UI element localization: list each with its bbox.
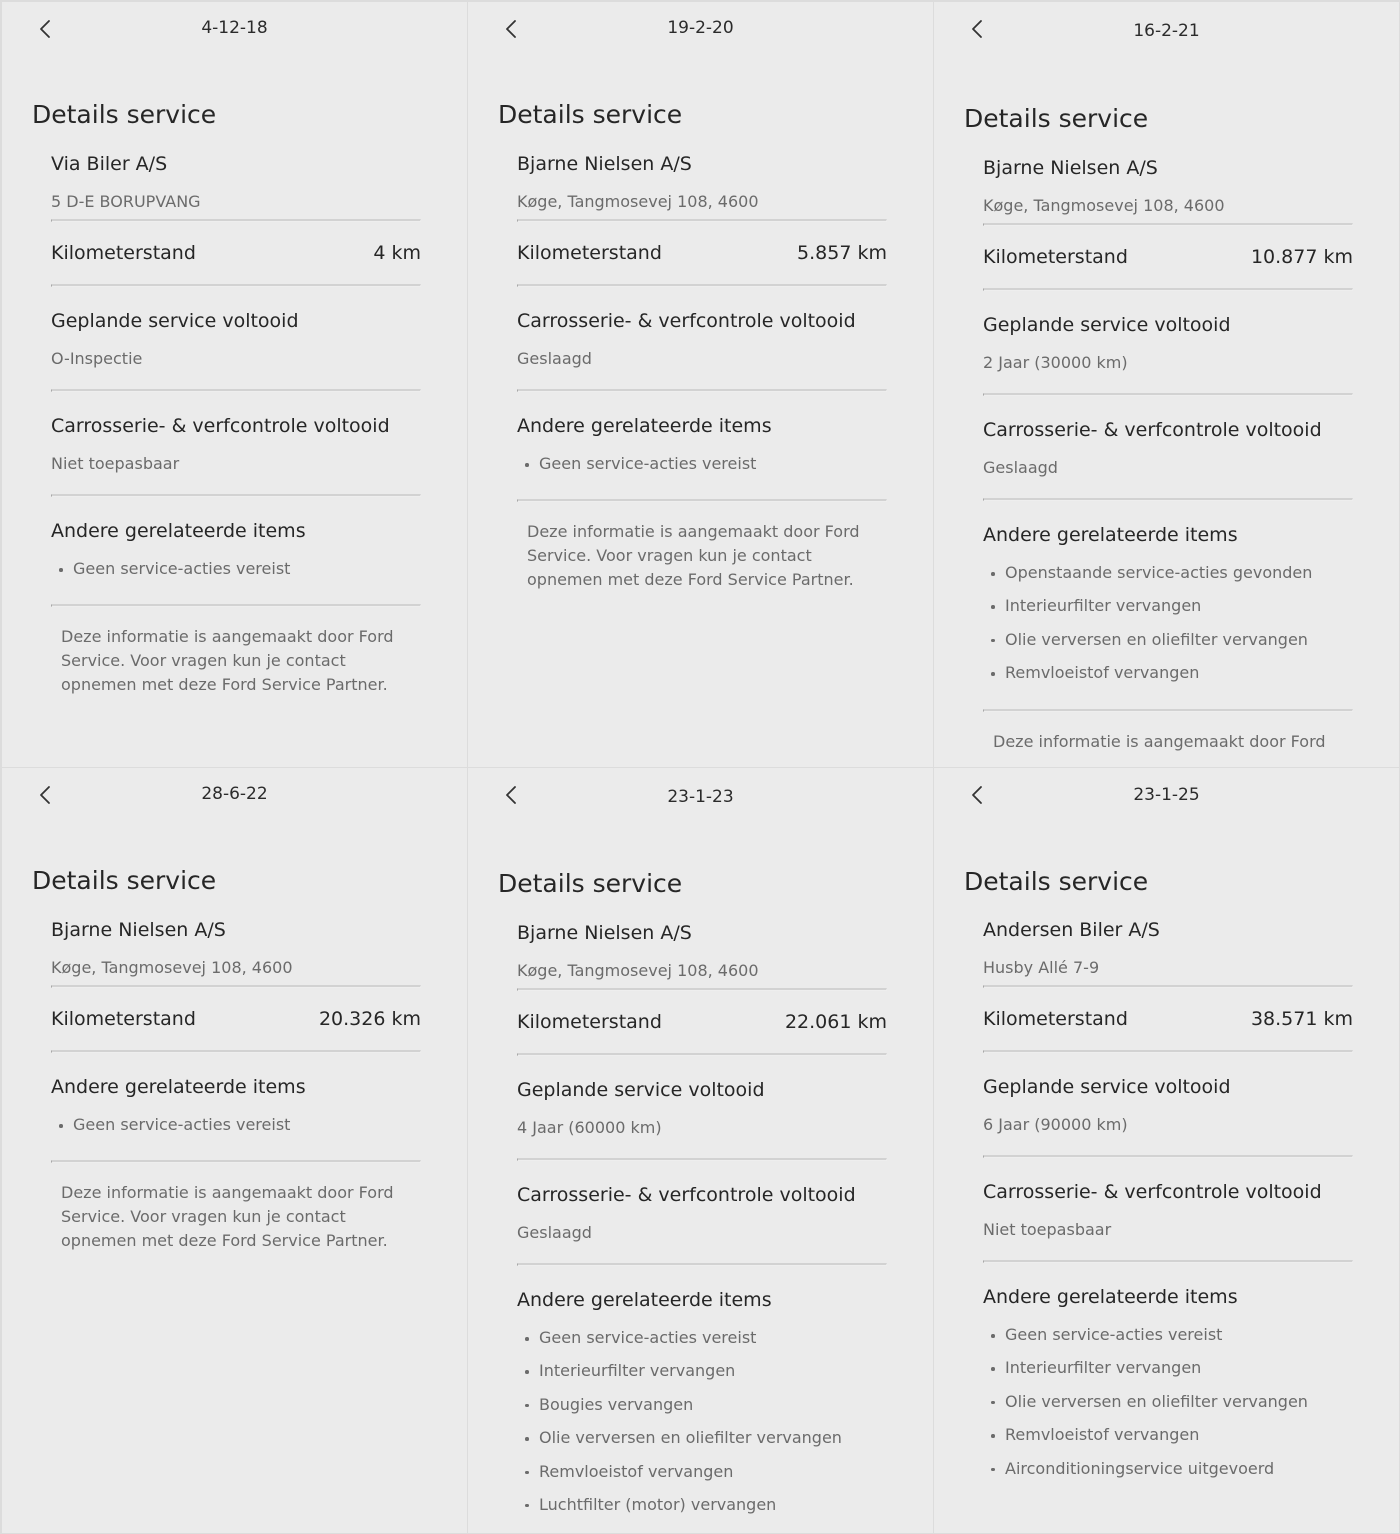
section-value: O-Inspectie	[51, 349, 143, 368]
list-item: Interieurfilter vervangen	[983, 1358, 1353, 1391]
related-items-list	[51, 1115, 421, 1160]
dealer-address: Køge, Tangmosevej 108, 4600	[983, 196, 1225, 215]
list-item: Geen service-acties vereist	[51, 1115, 421, 1148]
page-title: Details service	[498, 869, 683, 898]
mileage-value: 10.877 km	[1250, 246, 1353, 268]
list-item: Geen service-acties vereist	[517, 1328, 887, 1361]
details-content	[51, 918, 421, 1253]
section-heading: Geplande service voltooid	[983, 314, 1231, 336]
mileage-value: 4 km	[373, 242, 421, 264]
mileage-row	[51, 988, 421, 1050]
related-items-list	[983, 1325, 1353, 1504]
page-title: Details service	[498, 100, 683, 129]
mileage-label: Kilometerstand	[983, 246, 1128, 268]
related-items-heading: Andere gerelateerde items	[51, 1076, 306, 1098]
mileage-label: Kilometerstand	[51, 242, 196, 264]
mileage-value: 38.571 km	[1250, 1008, 1353, 1030]
top-bar	[934, 768, 1399, 828]
service-date: 28-6-22	[201, 784, 268, 804]
section-value: Geslaagd	[517, 349, 592, 368]
list-item: Geen service-acties vereist	[51, 559, 421, 592]
dealer-name: Bjarne Nielsen A/S	[517, 922, 692, 944]
info-footer: Deze informatie is aangemaakt door Ford	[993, 731, 1326, 751]
details-content	[983, 918, 1353, 1504]
mileage-label: Kilometerstand	[517, 242, 662, 264]
info-footer: Deze informatie is aangemaakt door Ford Service. Voor vragen kun je contact opnemen met deze Ford Service Partner.	[61, 1183, 394, 1251]
list-item: Geen service-acties vereist	[983, 1325, 1353, 1358]
related-items-heading: Andere gerelateerde items	[983, 524, 1238, 546]
list-item: Interieurfilter vervangen	[983, 596, 1353, 629]
section-heading: Carrosserie- & verfcontrole voltooid	[517, 1184, 856, 1206]
related-items-heading: Andere gerelateerde items	[517, 1289, 772, 1311]
page-title: Details service	[32, 866, 217, 895]
list-item: Remvloeistof vervangen	[517, 1462, 887, 1495]
list-item: Remvloeistof vervangen	[983, 663, 1353, 696]
list-item: Luchtfilter (motor) vervangen	[517, 1495, 887, 1528]
service-date: 23-1-23	[667, 787, 734, 807]
dealer-name: Bjarne Nielsen A/S	[517, 153, 692, 175]
top-bar	[2, 2, 467, 62]
section-heading: Geplande service voltooid	[51, 310, 299, 332]
related-items-list	[51, 559, 421, 604]
service-detail-screen	[2, 2, 467, 767]
section-value: Niet toepasbaar	[983, 1220, 1112, 1239]
mileage-row	[517, 991, 887, 1053]
list-item: Olie verversen en oliefilter vervangen	[983, 630, 1353, 663]
dealer-address: 5 D-E BORUPVANG	[51, 192, 201, 211]
related-items-list	[517, 454, 887, 499]
section-heading: Carrosserie- & verfcontrole voltooid	[517, 310, 856, 332]
info-footer: Deze informatie is aangemaakt door Ford Service. Voor vragen kun je contact opnemen met deze Ford Service Partner.	[61, 627, 394, 695]
page-title: Details service	[964, 867, 1149, 896]
mileage-value: 5.857 km	[797, 242, 887, 264]
list-item: Remvloeistof vervangen	[983, 1425, 1353, 1458]
list-item: Bougies vervangen	[517, 1395, 887, 1428]
info-footer: Deze informatie is aangemaakt door Ford Service. Voor vragen kun je contact opnemen met deze Ford Service Partner.	[527, 522, 860, 590]
dealer-name: Via Biler A/S	[51, 153, 168, 175]
dealer-name: Bjarne Nielsen A/S	[51, 919, 226, 941]
section-value: 2 Jaar (30000 km)	[983, 353, 1128, 372]
dealer-name: Bjarne Nielsen A/S	[983, 157, 1158, 179]
mileage-row	[51, 222, 421, 284]
top-bar	[2, 768, 467, 828]
list-item: Olie verversen en oliefilter vervangen	[983, 1392, 1353, 1425]
section-heading: Carrosserie- & verfcontrole voltooid	[983, 1181, 1322, 1203]
dealer-address: Køge, Tangmosevej 108, 4600	[51, 958, 293, 977]
service-detail-screen	[934, 768, 1399, 1533]
section-heading: Geplande service voltooid	[517, 1079, 765, 1101]
list-item: Openstaande service-acties gevonden	[983, 563, 1353, 596]
dealer-address: Køge, Tangmosevej 108, 4600	[517, 961, 759, 980]
section-heading: Geplande service voltooid	[983, 1076, 1231, 1098]
service-date: 4-12-18	[201, 18, 268, 38]
service-detail-screen	[934, 2, 1399, 767]
section-heading: Carrosserie- & verfcontrole voltooid	[51, 415, 390, 437]
section-value: Geslaagd	[983, 458, 1058, 477]
related-items-heading: Andere gerelateerde items	[517, 415, 772, 437]
service-detail-screen	[468, 2, 933, 767]
related-items-list	[983, 563, 1353, 709]
mileage-label: Kilometerstand	[517, 1011, 662, 1033]
mileage-value: 20.326 km	[318, 1008, 421, 1030]
list-item: Airconditioningservice uitgevoerd	[983, 1459, 1353, 1492]
section-value: 6 Jaar (90000 km)	[983, 1115, 1128, 1134]
mileage-label: Kilometerstand	[983, 1008, 1128, 1030]
related-items-heading: Andere gerelateerde items	[983, 1286, 1238, 1308]
mileage-row	[517, 222, 887, 284]
list-item: Interieurfilter vervangen	[517, 1361, 887, 1394]
list-item: Geen service-acties vereist	[517, 454, 887, 487]
details-content	[517, 152, 887, 592]
service-date: 16-2-21	[1133, 21, 1200, 41]
top-bar	[468, 2, 933, 62]
service-detail-screen	[2, 768, 467, 1533]
mileage-value: 22.061 km	[784, 1011, 887, 1033]
related-items-heading: Andere gerelateerde items	[51, 520, 306, 542]
mileage-row	[983, 988, 1353, 1050]
details-content	[51, 152, 421, 697]
page-title: Details service	[32, 100, 217, 129]
section-value: Niet toepasbaar	[51, 454, 180, 473]
details-content	[983, 156, 1353, 754]
list-item: Olie verversen en oliefilter vervangen	[517, 1428, 887, 1461]
details-content	[517, 921, 887, 1533]
mileage-label: Kilometerstand	[51, 1008, 196, 1030]
related-items-list	[517, 1328, 887, 1533]
service-date: 19-2-20	[667, 18, 734, 38]
top-bar	[934, 2, 1399, 62]
page-title: Details service	[964, 104, 1149, 133]
service-detail-screen	[468, 768, 933, 1533]
dealer-address: Husby Allé 7-9	[983, 958, 1100, 977]
service-date: 23-1-25	[1133, 785, 1200, 805]
section-value: 4 Jaar (60000 km)	[517, 1118, 662, 1137]
section-heading: Carrosserie- & verfcontrole voltooid	[983, 419, 1322, 441]
dealer-name: Andersen Biler A/S	[983, 919, 1160, 941]
section-value: Geslaagd	[517, 1223, 592, 1242]
mileage-row	[983, 226, 1353, 288]
dealer-address: Køge, Tangmosevej 108, 4600	[517, 192, 759, 211]
top-bar	[468, 768, 933, 828]
